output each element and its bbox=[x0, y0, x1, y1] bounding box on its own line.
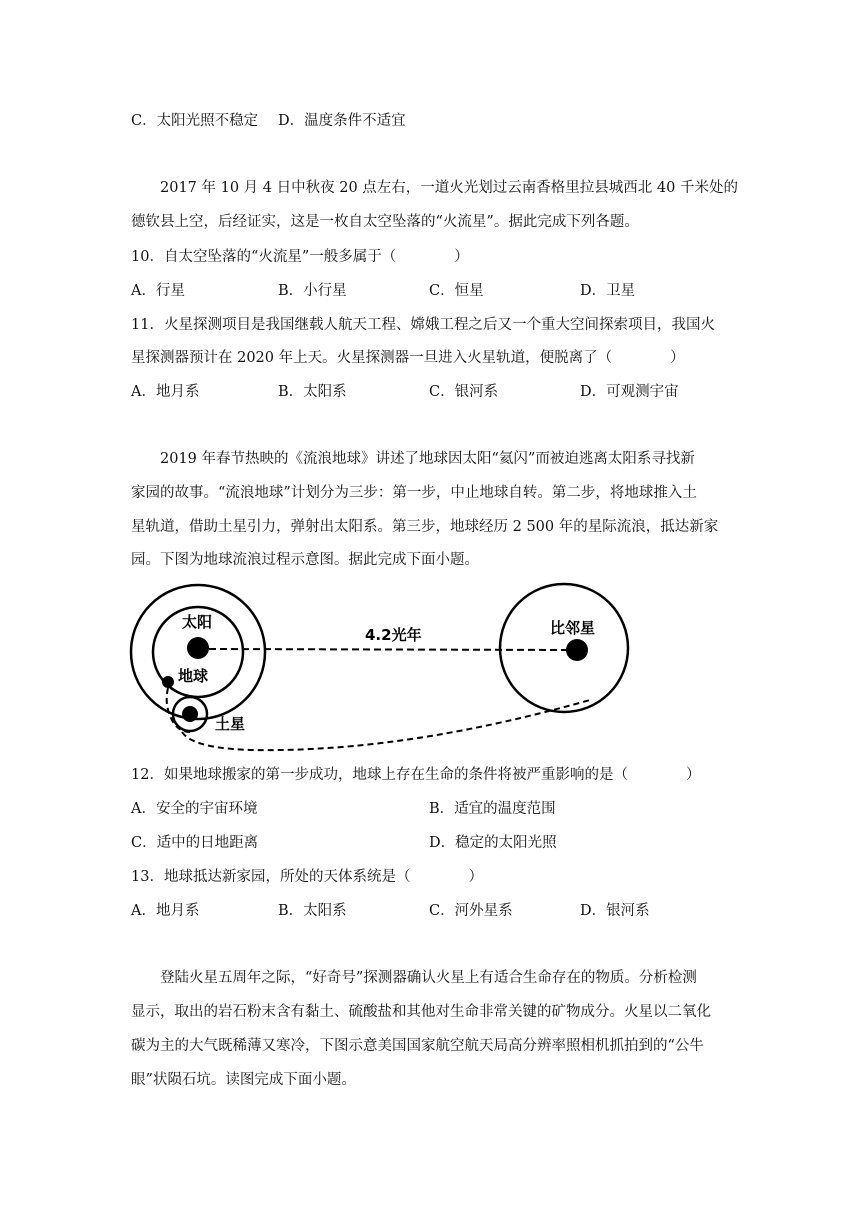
q13-option-c: C．河外星系 bbox=[429, 903, 513, 919]
q11-option-a: A．地月系 bbox=[131, 384, 200, 400]
option-d: D．温度条件不适宜 bbox=[278, 113, 406, 129]
passage-3-line-3: 碳为主的大气既稀薄又寒冷，下图示意美国国家航空航天局高分辨率照相机抓拍到的“公牛 bbox=[131, 1038, 704, 1054]
passage-1-line-2: 德钦县上空，后经证实，这是一枚自太空坠落的“火流星”。据此完成下列各题。 bbox=[131, 214, 639, 230]
passage-2-line-1: 2019 年春节热映的《流浪地球》讲述了地球因太阳“氦闪”而被迫逃离太阳系寻找新 bbox=[160, 451, 695, 467]
question-12-stem: 12．如果地球搬家的第一步成功，地球上存在生命的条件将被严重影响的是（ ） bbox=[131, 767, 701, 783]
question-13-stem: 13．地球抵达新家园，所处的天体系统是（ ） bbox=[131, 869, 483, 885]
q13-option-b: B．太阳系 bbox=[278, 903, 347, 919]
q12-option-a: A．安全的宇宙环境 bbox=[131, 801, 258, 817]
distance-label: 4.2光年 bbox=[365, 626, 422, 644]
question-10-stem: 10．自太空坠落的“火流星”一般多属于（ ） bbox=[131, 249, 469, 265]
passage-2-line-2: 家园的故事。“流浪地球”计划分为三步：第一步，中止地球自转。第二步，将地球推入土 bbox=[131, 485, 697, 501]
passage-3-line-4: 眼”状陨石坑。读图完成下面小题。 bbox=[131, 1072, 356, 1088]
q13-option-d: D．银河系 bbox=[580, 903, 650, 919]
proxima-label: 比邻星 bbox=[550, 619, 596, 637]
earth-wandering-diagram bbox=[120, 580, 640, 760]
question-11-stem-line-2: 星探测器预计在 2020 年上天。火星探测器一旦进入火星轨道，便脱离了（ ） bbox=[131, 350, 685, 366]
q12-option-c: C．适中的日地距离 bbox=[131, 835, 259, 851]
q10-option-c: C．恒星 bbox=[429, 283, 484, 299]
q11-option-b: B．太阳系 bbox=[278, 384, 347, 400]
passage-2-line-3: 星轨道，借助土星引力，弹射出太阳系。第三步，地球经历 2 500 年的星际流浪，抵达新家 bbox=[131, 519, 719, 535]
passage-3-line-1: 登陆火星五周年之际，“好奇号”探测器确认火星上有适合生命存在的物质。分析检测 bbox=[160, 970, 697, 986]
q12-option-d: D．稳定的太阳光照 bbox=[429, 835, 557, 851]
earth-dot bbox=[162, 676, 174, 688]
q10-option-d: D．卫星 bbox=[580, 283, 636, 299]
saturn-label: 土星 bbox=[215, 715, 246, 733]
q11-option-d: D．可观测宇宙 bbox=[580, 384, 679, 400]
passage-1-line-1: 2017 年 10 月 4 日中秋夜 20 点左右，一道火光划过云南香格里拉县城西北 40 千米处的 bbox=[160, 180, 738, 196]
sun-label: 太阳 bbox=[182, 613, 213, 631]
sun-dot bbox=[187, 637, 209, 659]
proxima-system-ring bbox=[500, 584, 628, 712]
earth-label: 地球 bbox=[178, 667, 209, 685]
q13-option-a: A．地月系 bbox=[131, 903, 200, 919]
distance-line bbox=[209, 649, 566, 650]
option-c: C．太阳光照不稳定 bbox=[131, 113, 259, 129]
q10-option-b: B．小行星 bbox=[278, 283, 347, 299]
q11-option-c: C．银河系 bbox=[429, 384, 499, 400]
question-11-stem-line-1: 11．火星探测项目是我国继载人航天工程、嫦娥工程之后又一个重大空间探索项目，我国火 bbox=[131, 317, 715, 333]
q10-option-a: A．行星 bbox=[131, 283, 185, 299]
passage-2-line-4: 园。下图为地球流浪过程示意图。据此完成下面小题。 bbox=[131, 552, 479, 568]
proxima-dot bbox=[566, 639, 588, 661]
saturn-dot bbox=[182, 706, 198, 722]
passage-3-line-2: 显示，取出的岩石粉末含有黏土、硫酸盐和其他对生命非常关键的矿物成分。火星以二氧化 bbox=[131, 1004, 711, 1020]
q12-option-b: B．适宜的温度范围 bbox=[429, 801, 556, 817]
